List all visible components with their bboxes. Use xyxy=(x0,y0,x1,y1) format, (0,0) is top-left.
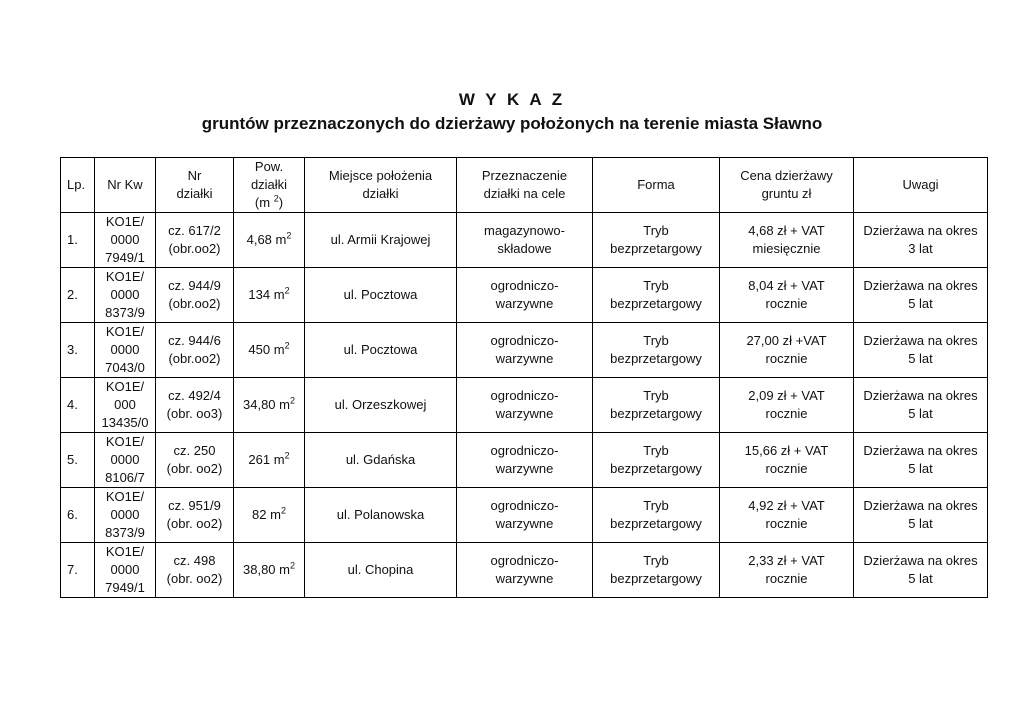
cell-plot-number: cz. 951/9 (obr. oo2) xyxy=(156,488,234,543)
cell-notes: Dzierżawa na okres 3 lat xyxy=(854,213,988,268)
cell-area-value: 450 m xyxy=(248,342,285,357)
cell-form: Tryb bezprzetargowy xyxy=(593,433,720,488)
cell-area-sup: 2 xyxy=(284,340,290,351)
cell-area xyxy=(234,543,305,598)
cell-purpose: ogrodniczo- warzywne xyxy=(457,433,593,488)
cell-price: 2,09 zł + VAT rocznie xyxy=(720,378,854,433)
cell-area-sup: 2 xyxy=(280,505,286,516)
cell-kw: KO1E/ 0000 8373/9 xyxy=(95,268,156,323)
header-kw: Nr Kw xyxy=(95,158,156,213)
cell-purpose: ogrodniczo- warzywne xyxy=(457,543,593,598)
cell-price: 4,68 zł + VAT miesięcznie xyxy=(720,213,854,268)
land-lease-table xyxy=(60,157,988,598)
cell-lp: 1. xyxy=(61,213,95,268)
table-row xyxy=(61,268,988,323)
cell-kw: KO1E/ 0000 7949/1 xyxy=(95,543,156,598)
cell-price: 27,00 zł +VAT rocznie xyxy=(720,323,854,378)
cell-notes: Dzierżawa na okres 5 lat xyxy=(854,323,988,378)
cell-area xyxy=(234,323,305,378)
cell-kw: KO1E/ 0000 7043/0 xyxy=(95,323,156,378)
cell-purpose: magazynowo- składowe xyxy=(457,213,593,268)
cell-kw: KO1E/ 0000 8373/9 xyxy=(95,488,156,543)
cell-area-value: 34,80 m xyxy=(243,397,290,412)
cell-area-value: 4,68 m xyxy=(246,232,287,247)
cell-area-value: 134 m xyxy=(248,287,285,302)
cell-area-sup: 2 xyxy=(286,230,292,241)
header-area-sup: 2 xyxy=(273,193,279,204)
table-row xyxy=(61,323,988,378)
cell-area xyxy=(234,268,305,323)
cell-plot-number: cz. 944/9 (obr.oo2) xyxy=(156,268,234,323)
cell-purpose: ogrodniczo- warzywne xyxy=(457,488,593,543)
table-row xyxy=(61,213,988,268)
cell-purpose: ogrodniczo- warzywne xyxy=(457,268,593,323)
cell-price: 4,92 zł + VAT rocznie xyxy=(720,488,854,543)
cell-purpose: ogrodniczo- warzywne xyxy=(457,323,593,378)
header-plot-number: Nr działki xyxy=(156,158,234,213)
cell-location: ul. Armii Krajowej xyxy=(305,213,457,268)
cell-location: ul. Polanowska xyxy=(305,488,457,543)
header-notes: Uwagi xyxy=(854,158,988,213)
cell-price: 8,04 zł + VAT rocznie xyxy=(720,268,854,323)
cell-location: ul. Orzeszkowej xyxy=(305,378,457,433)
table-row xyxy=(61,488,988,543)
cell-plot-number: cz. 498 (obr. oo2) xyxy=(156,543,234,598)
header-lp: Lp. xyxy=(61,158,95,213)
cell-area-value: 38,80 m xyxy=(243,562,290,577)
cell-price: 2,33 zł + VAT rocznie xyxy=(720,543,854,598)
header-area xyxy=(234,158,305,213)
cell-notes: Dzierżawa na okres 5 lat xyxy=(854,488,988,543)
cell-area-sup: 2 xyxy=(289,395,295,406)
cell-price: 15,66 zł + VAT rocznie xyxy=(720,433,854,488)
cell-plot-number: cz. 492/4 (obr. oo3) xyxy=(156,378,234,433)
header-location: Miejsce położenia działki xyxy=(305,158,457,213)
cell-lp: 6. xyxy=(61,488,95,543)
cell-form: Tryb bezprzetargowy xyxy=(593,323,720,378)
cell-form: Tryb bezprzetargowy xyxy=(593,213,720,268)
cell-lp: 3. xyxy=(61,323,95,378)
cell-form: Tryb bezprzetargowy xyxy=(593,378,720,433)
header-area-close: ) xyxy=(278,195,284,210)
cell-area xyxy=(234,213,305,268)
cell-area-value: 261 m xyxy=(248,452,285,467)
cell-area-sup: 2 xyxy=(289,560,295,571)
cell-area xyxy=(234,433,305,488)
header-purpose: Przeznaczenie działki na cele xyxy=(457,158,593,213)
cell-area xyxy=(234,488,305,543)
header-form: Forma xyxy=(593,158,720,213)
cell-notes: Dzierżawa na okres 5 lat xyxy=(854,268,988,323)
cell-kw: KO1E/ 0000 7949/1 xyxy=(95,213,156,268)
header-price: Cena dzierżawy gruntu zł xyxy=(720,158,854,213)
cell-lp: 7. xyxy=(61,543,95,598)
cell-kw: KO1E/ 000 13435/0 xyxy=(95,378,156,433)
cell-plot-number: cz. 250 (obr. oo2) xyxy=(156,433,234,488)
cell-lp: 2. xyxy=(61,268,95,323)
cell-form: Tryb bezprzetargowy xyxy=(593,543,720,598)
cell-location: ul. Pocztowa xyxy=(305,268,457,323)
cell-form: Tryb bezprzetargowy xyxy=(593,488,720,543)
cell-area-value: 82 m xyxy=(252,507,281,522)
cell-plot-number: cz. 617/2 (obr.oo2) xyxy=(156,213,234,268)
cell-form: Tryb bezprzetargowy xyxy=(593,268,720,323)
cell-lp: 4. xyxy=(61,378,95,433)
cell-purpose: ogrodniczo- warzywne xyxy=(457,378,593,433)
table-row xyxy=(61,543,988,598)
table-row xyxy=(61,433,988,488)
cell-notes: Dzierżawa na okres 5 lat xyxy=(854,378,988,433)
cell-area xyxy=(234,378,305,433)
cell-kw: KO1E/ 0000 8106/7 xyxy=(95,433,156,488)
cell-lp: 5. xyxy=(61,433,95,488)
cell-notes: Dzierżawa na okres 5 lat xyxy=(854,433,988,488)
cell-location: ul. Pocztowa xyxy=(305,323,457,378)
table-row xyxy=(61,378,988,433)
cell-area-sup: 2 xyxy=(284,450,290,461)
document-subtitle: gruntów przeznaczonych do dzierżawy położonych na terenie miasta Sławno xyxy=(201,114,823,133)
cell-location: ul. Gdańska xyxy=(305,433,457,488)
cell-area-sup: 2 xyxy=(284,285,290,296)
header-area-text: Pow. działki (m xyxy=(250,159,288,210)
document-title: W Y K A Z xyxy=(458,90,566,109)
cell-location: ul. Chopina xyxy=(305,543,457,598)
cell-notes: Dzierżawa na okres 5 lat xyxy=(854,543,988,598)
cell-plot-number: cz. 944/6 (obr.oo2) xyxy=(156,323,234,378)
table-header-row xyxy=(61,158,988,213)
